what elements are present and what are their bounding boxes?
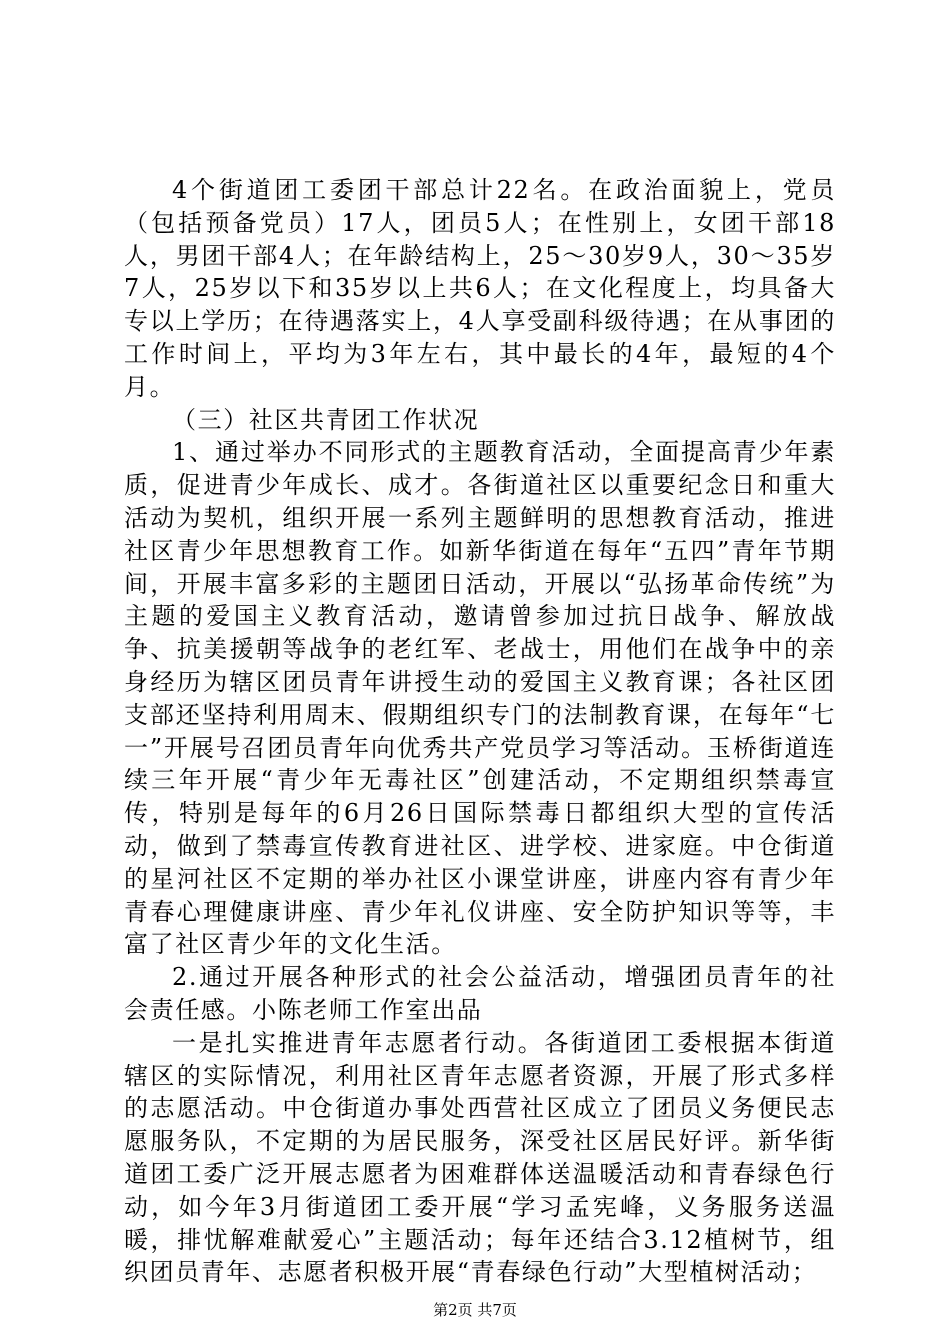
page-footer: 第2页 共7页 bbox=[433, 1301, 517, 1319]
paragraph-volunteer-action: 一是扎实推进青年志愿者行动。各街道团工委根据本街道辖区的实际情况，利用社区青年志愿者资源，开展了形式多样的志愿活动。中仓街道办事处西营社区成立了团员义务便民志愿服务队，不定期的为居民服务，深受社区居民好评。新华街道团工委广泛开展志愿者为困难群体送温暖活动和青春绿色行动，如今年3月街道团工委开展“学习孟宪峰，义务服务送温暖，排忧解难献爱心”主题活动；每年还结合3.12植树节，组织团员青年、志愿者积极开展“青春绿色行动”大型植树活动； bbox=[124, 1028, 836, 1287]
paragraph-theme-education: 1、通过举办不同形式的主题教育活动，全面提高青少年素质，促进青少年成长、成才。各街道社区以重要纪念日和重大活动为契机，组织开展一系列主题鲜明的思想教育活动，推进社区青少年思想教育工作。如新华街道在每年“五四”青年节期间，开展丰富多彩的主题团日活动，开展以“弘扬革命传统”为主题的爱国主义教育活动，邀请曾参加过抗日战争、解放战争、抗美援朝等战争的老红军、老战士，用他们在战争中的亲身经历为辖区团员青年讲授生动的爱国主义教育课；各社区团支部还坚持利用周末、假期组织专门的法制教育课，在每年“七一”开展号召团员青年向优秀共产党员学习等活动。玉桥街道连续三年开展“青少年无毒社区”创建活动，不定期组织禁毒宣传，特别是每年的6月26日国际禁毒日都组织大型的宣传活动，做到了禁毒宣传教育进社区、进学校、进家庭。中仓街道的星河社区不定期的举办社区小课堂讲座，讲座内容有青少年青春心理健康讲座、青少年礼仪讲座、安全防护知识等等，丰富了社区青少年的文化生活。 bbox=[124, 438, 836, 959]
section-heading-community-league-work: （三）社区共青团工作状况 bbox=[172, 405, 480, 434]
paragraph-public-welfare: 2.通过开展各种形式的社会公益活动，增强团员青年的社会责任感。小陈老师工作室出品 bbox=[124, 963, 836, 1024]
paragraph-cadre-statistics: 4个街道团工委团干部总计22名。在政治面貌上，党员（包括预备党员）17人，团员5人；在性别上，女团干部18人，男团干部4人；在年龄结构上，25～30岁9人，30～35岁7人，25岁以下和35岁以上共6人；在文化程度上，均具备大专以上学历；在待遇落实上，4人享受副科级待遇；在从事团的工作时间上，平均为3年左右，其中最长的4年，最短的4个月。 bbox=[124, 176, 836, 401]
document-body bbox=[124, 174, 836, 1289]
